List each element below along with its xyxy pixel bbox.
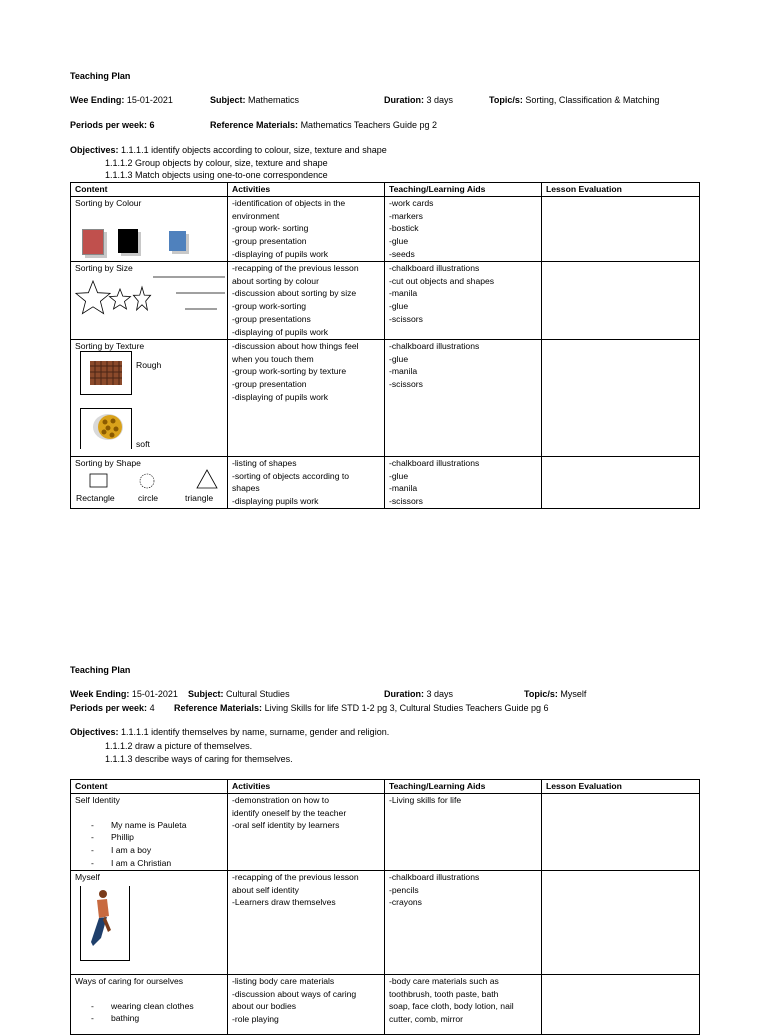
list-item: - bathing [75,1012,223,1025]
row-title: Sorting by Shape [75,457,141,468]
header-aids: Teaching/Learning Aids [385,780,542,794]
plan2-subject-value: Cultural Studies [226,689,290,699]
plan2-table [70,779,700,1035]
child-drawing-frame [80,886,130,961]
activity-line: -group presentation [232,379,307,390]
plan1-table [70,182,700,509]
plan1-week-value: 15-01-2021 [126,95,173,105]
activities-cell [228,261,385,339]
aid-line: -glue [389,236,409,247]
medium-star-icon [110,289,131,309]
aids-cell [385,793,542,870]
aid-line: -pencils [389,884,419,895]
plan2-periods-label: Periods per week: [70,703,148,713]
aid-line: -chalkboard illustrations [389,871,480,882]
plan1-topic [489,95,659,106]
aids-cell [385,261,542,339]
activity-line: -oral self identity by learners [232,820,340,831]
header-evaluation: Lesson Evaluation [542,780,700,794]
soft-frame [80,408,132,449]
plan1-week [70,95,173,106]
doormat-icon [81,352,131,394]
activity-line: -Learners draw themselves [232,897,336,908]
plan1-reference-value: Mathematics Teachers Guide pg 2 [300,120,437,130]
header-content: Content [71,183,228,197]
aid-line: -manila [389,366,418,377]
aid-line: soap, face cloth, body lotion, nail [389,1001,514,1012]
activity-line: identify oneself by the teacher [232,807,347,818]
aid-line: -chalkboard illustrations [389,457,480,468]
evaluation-cell [542,196,700,261]
row-title: Myself [75,871,100,882]
aids-cell [385,974,542,1034]
plan1-objectives-label: Objectives: [70,145,119,155]
plan2-objective-1 [70,726,389,738]
rough-frame [80,351,132,395]
activity-line: -listing body care materials [232,975,335,986]
header-aids: Teaching/Learning Aids [385,183,542,197]
activity-line: -displaying of pupils work [232,391,329,402]
activity-line: -listing of shapes [232,457,297,468]
plan1-objective-2: 1.1.1.2 Group objects by colour, size, texture and shape [105,158,328,168]
activity-line: -discussion about sorting by size [232,288,357,299]
plan2-objective-2: 1.1.1.2 draw a picture of themselves. [105,741,253,751]
list-item: - I am a Christian [75,857,223,870]
rectangle-label: Rectangle [76,492,115,503]
aid-line: -crayons [389,897,422,908]
activity-line: -group work-sorting by texture [232,366,347,377]
plan2-reference-label: Reference Materials: [174,703,263,713]
aid-line: -Living skills for life [389,794,462,805]
aid-line: -chalkboard illustrations [389,340,480,351]
evaluation-cell [542,793,700,870]
plan2-subject-label: Subject: [188,689,224,699]
plan1-objective-1 [70,144,387,156]
row-title: Sorting by Size [75,262,133,273]
list-item-continuation [75,831,223,844]
rectangle-icon [90,474,107,487]
plan1-week-label: Wee Ending: [70,95,125,105]
activity-line: -identification of objects in the [232,197,346,208]
plan2-week [70,689,178,700]
row-title: Sorting by Texture [75,340,145,351]
header-activities: Activities [228,183,385,197]
caring-list [75,1000,223,1026]
content-cell [71,974,228,1034]
activity-line: -group work- sorting [232,223,309,234]
list-item: - My name is Pauleta [75,819,223,832]
plan2-week-label: Week Ending: [70,689,130,699]
plan2-reference-value: Living Skills for life STD 1-2 pg 3, Cultural Studies Teachers Guide pg 6 [264,703,549,713]
plan2-topic-label: Topic/s: [524,689,558,699]
plan1-objective-3: 1.1.1.3 Match objects using one-to-one correspondence [105,170,328,180]
table-row [71,974,700,1034]
plan1-periods [70,120,155,131]
triangle-label: triangle [185,492,214,503]
activity-line: -group presentation [232,236,307,247]
plan2-duration-label: Duration: [384,689,424,699]
plan1-objective-text: 1.1.1.1 identify objects according to colour, size, texture and shape [121,145,387,155]
stars-illustration [71,262,228,340]
content-cell [71,456,228,508]
list-item: - I am a boy [75,844,223,857]
aid-line: -scissors [389,379,423,390]
content-cell [71,793,228,870]
content-cell [71,870,228,974]
aid-line: -glue [389,301,409,312]
aid-line: toothbrush, tooth paste, bath [389,988,499,999]
activities-cell [228,456,385,508]
evaluation-cell [542,339,700,456]
activities-cell [228,196,385,261]
table-row [71,870,700,974]
activity-line: shapes [232,483,260,494]
aid-line: -seeds [389,248,415,259]
red-swatch [82,229,104,255]
aid-line: -manila [389,288,418,299]
evaluation-cell [542,870,700,974]
plan2-objective-text: 1.1.1.1 identify themselves by name, surname, gender and religion. [121,727,390,737]
content-cell [71,261,228,339]
plan2-periods [70,703,155,714]
table-row [71,261,700,339]
evaluation-cell [542,261,700,339]
plan1-periods-label: Periods per week: 6 [70,120,155,130]
aid-line: -chalkboard illustrations [389,262,480,273]
plan1-subject [210,95,299,106]
activity-line: about self identity [232,884,299,895]
activities-cell [228,793,385,870]
activity-line: -group presentations [232,313,311,324]
aids-cell [385,870,542,974]
header-activities: Activities [228,780,385,794]
aid-line: -bostick [389,223,419,234]
aid-line: -glue [389,353,409,364]
plan1-title: Teaching Plan [70,71,131,81]
evaluation-cell [542,456,700,508]
activity-line: environment [232,210,280,221]
large-star-icon [76,281,110,314]
table-row [71,793,700,870]
activities-cell [228,974,385,1034]
aid-line: cutter, comb, mirror [389,1014,464,1025]
plan2-title: Teaching Plan [70,665,131,675]
plan2-week-value: 15-01-2021 [131,689,178,699]
soft-label: soft [136,438,150,449]
activity-line: -demonstration on how to [232,794,329,805]
plan1-subject-value: Mathematics [248,95,300,105]
table-row [71,456,700,508]
activities-cell [228,339,385,456]
aid-line: -markers [389,210,423,221]
aids-cell [385,456,542,508]
circle-label: circle [138,492,159,503]
plan1-duration [384,95,453,106]
plan2-table-header-row [71,780,700,794]
sponge-ball-icon [81,409,131,449]
aid-line: -work cards [389,197,434,208]
list-item-text: Phillip [111,832,134,843]
activity-line: -recapping of the previous lesson [232,871,359,882]
header-content: Content [71,780,228,794]
activity-line: -displaying pupils work [232,496,319,507]
activity-line: about sorting by colour [232,275,319,286]
plan2-duration-value: 3 days [426,689,454,699]
activity-line: -sorting of objects according to [232,470,350,481]
activity-line: -displaying of pupils work [232,326,329,337]
rough-label: Rough [136,359,162,370]
aid-line: -body care materials such as [389,975,499,986]
plan2-periods-value: 4 [149,703,155,713]
activity-line: -role playing [232,1014,279,1025]
activity-line: -displaying of pupils work [232,248,329,259]
plan2-reference [174,703,549,714]
child-figure-icon [81,886,129,960]
activity-line: -discussion about ways of caring [232,988,357,999]
plan1-topic-label: Topic/s: [489,95,523,105]
aids-cell [385,339,542,456]
plan1-reference-label: Reference Materials: [210,120,299,130]
content-cell [71,196,228,261]
plan1-subject-label: Subject: [210,95,246,105]
plan1-duration-label: Duration: [384,95,424,105]
circle-icon [140,474,154,488]
black-swatch [118,229,138,253]
triangle-icon [197,470,217,488]
aids-cell [385,196,542,261]
plan2-topic [524,689,586,700]
activity-line: -discussion about how things feel [232,340,359,351]
table-row [71,196,700,261]
plan1-reference [210,120,437,131]
activities-cell [228,870,385,974]
evaluation-cell [542,974,700,1034]
content-cell [71,339,228,456]
activity-line: when you touch them [232,353,314,364]
plan1-table-header-row [71,183,700,197]
aid-line: -cut out objects and shapes [389,275,495,286]
plan2-objective-3: 1.1.1.3 describe ways of caring for themselves. [105,754,293,764]
plan2-subject [188,689,290,700]
aid-line: -scissors [389,496,423,507]
activity-line: about our bodies [232,1001,297,1012]
plan1-duration-value: 3 days [426,95,454,105]
blue-swatch [169,231,186,251]
list-item: - wearing clean clothes [75,1000,223,1013]
aid-line: -glue [389,470,409,481]
plan1-topic-value: Sorting, Classification & Matching [525,95,660,105]
aid-line: -scissors [389,313,423,324]
plan2-topic-value: Myself [560,689,587,699]
plan2-objectives-label: Objectives: [70,727,119,737]
table-row [71,339,700,456]
activity-line: -recapping of the previous lesson [232,262,359,273]
self-identity-list [75,819,223,870]
plan2-duration [384,689,453,700]
aid-line: -manila [389,483,418,494]
small-star-icon [133,287,150,310]
row-title: Self Identity [75,794,120,805]
row-title: Ways of caring for ourselves [75,975,184,986]
activity-line: -group work-sorting [232,301,307,312]
header-evaluation: Lesson Evaluation [542,183,700,197]
row-title: Sorting by Colour [75,197,142,208]
